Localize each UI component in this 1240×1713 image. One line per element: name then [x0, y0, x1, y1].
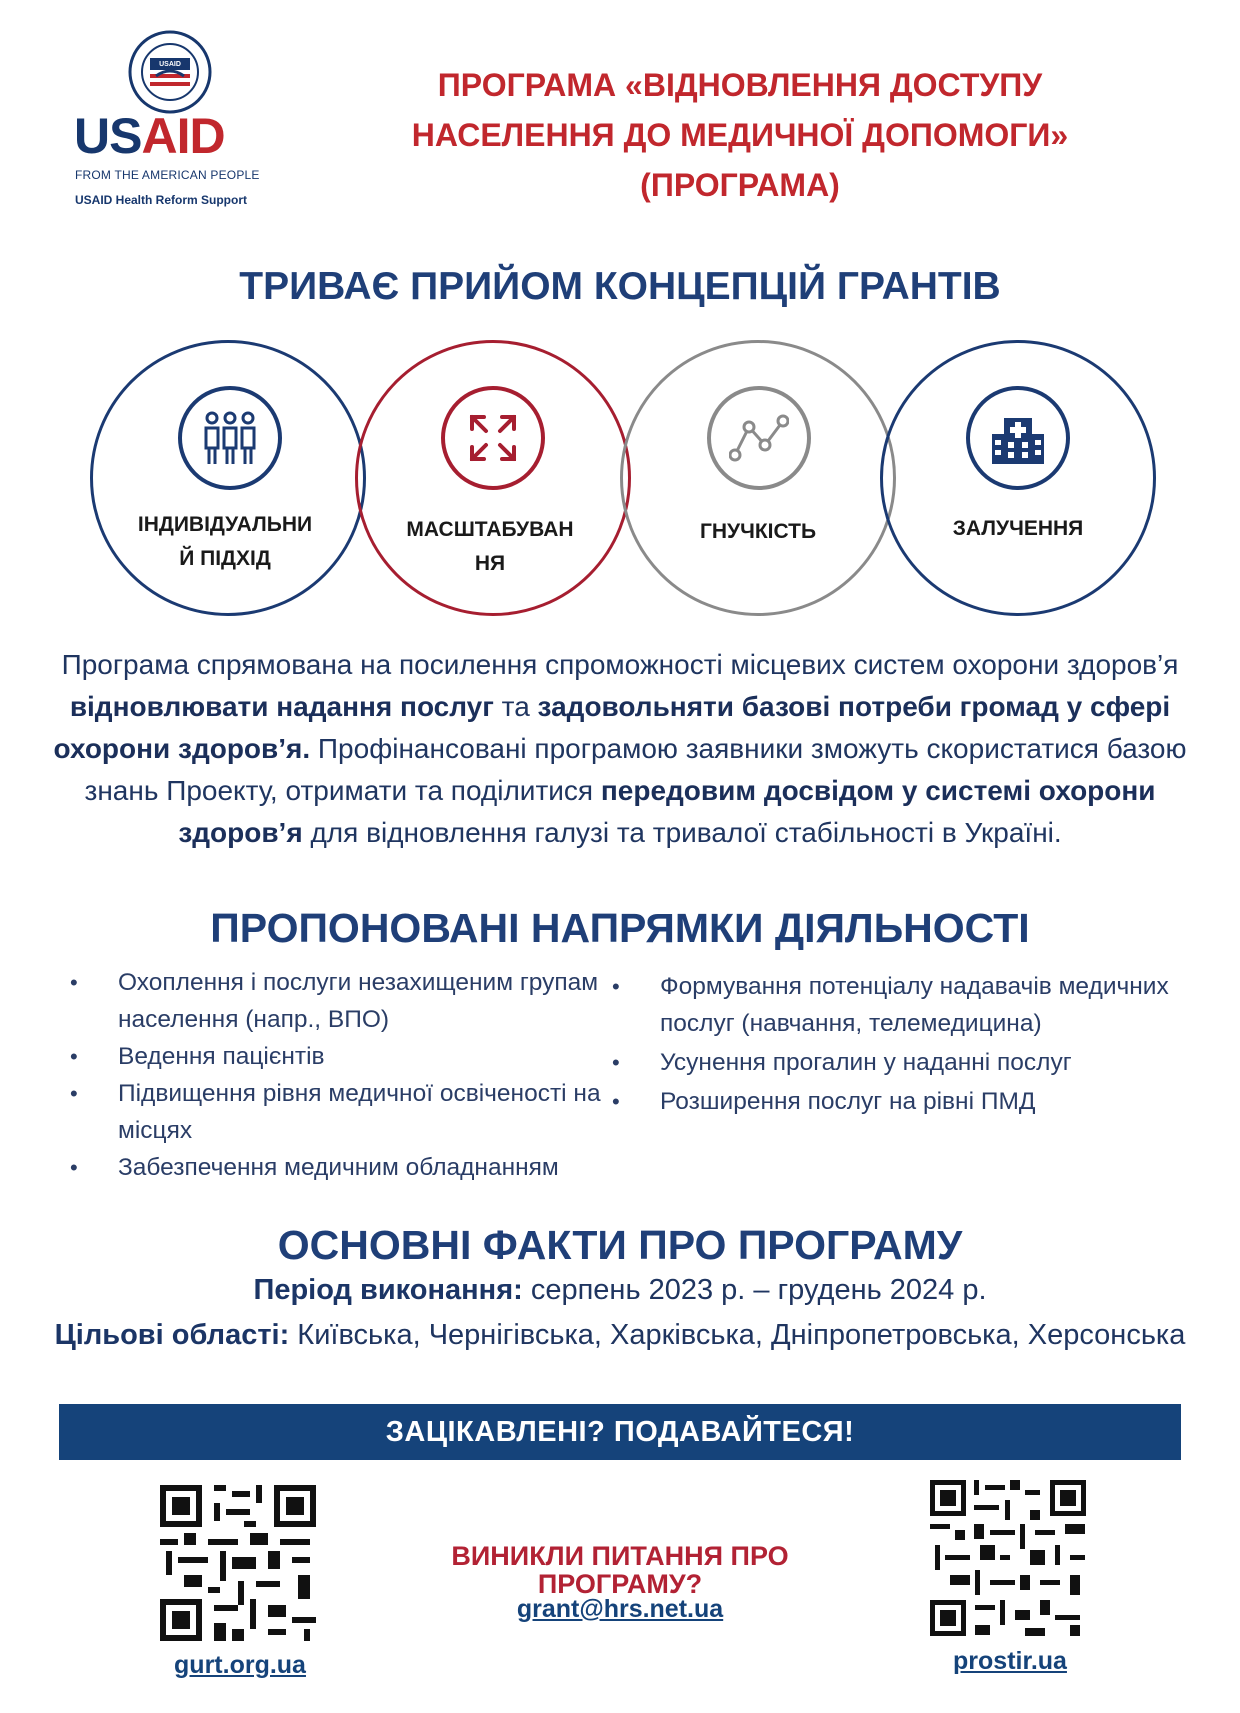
- usaid-wordmark-us: US: [74, 108, 142, 164]
- areas-heading: ПРОПОНОВАНІ НАПРЯМКИ ДІЯЛЬНОСТІ: [210, 905, 1030, 951]
- qr-code-prostir[interactable]: [930, 1480, 1086, 1636]
- pillar-label-line: ІНДИВІДУАЛЬНИ: [137, 513, 313, 536]
- usaid-seal-logo: [128, 30, 212, 114]
- regions-label: Цільові області:: [54, 1319, 290, 1351]
- pillar-label-scaling: [400, 513, 580, 581]
- link-prostir[interactable]: prostir.ua: [953, 1647, 1067, 1675]
- facts-regions: [40, 1313, 1200, 1358]
- list-item: • Розширення послуг на рівні ПМД: [612, 1083, 1192, 1120]
- project-name: USAID Health Reform Support: [75, 193, 248, 207]
- program-title-line1: ПРОГРАМА «ВІДНОВЛЕННЯ ДОСТУПУ: [437, 67, 1043, 103]
- intro-text: Профінансовані програмою заявники зможуть скористатися базою знань Проекту, отримати та поділитися: [84, 733, 1187, 806]
- pillar-label-line: ЗАЛУЧЕННЯ: [952, 517, 1084, 540]
- usaid-wordmark: [74, 110, 225, 162]
- qr-code-graphic: [160, 1485, 316, 1641]
- apply-banner: ЗАЦІКАВЛЕНІ? ПОДАВАЙТЕСЯ!: [59, 1404, 1181, 1460]
- contact-email-link[interactable]: grant@hrs.net.ua: [516, 1595, 724, 1623]
- period-label: Період виконання:: [253, 1274, 523, 1306]
- list-item: • Ведення пацієнтів: [70, 1038, 630, 1075]
- list-item: • Охоплення і послуги незахищеним групам населення (напр., ВПО): [70, 964, 630, 1038]
- people-icon: [178, 386, 282, 490]
- pillar-label-line: ГНУЧКІСТЬ: [699, 520, 817, 543]
- facts-block: [40, 1268, 1200, 1358]
- intro-text: для відновлення галузі та тривалої стабільності в Україні.: [302, 817, 1062, 848]
- qr-code-gurt[interactable]: [160, 1485, 316, 1641]
- regions-value: Київська, Чернігівська, Харківська, Дніпропетровська, Херсонська: [289, 1319, 1186, 1351]
- areas-list-left: [70, 964, 630, 1186]
- intro-bold: відновлювати надання послуг: [69, 691, 494, 722]
- line-graph-icon: [707, 386, 811, 490]
- list-item: • Формування потенціалу надавачів медичних послуг (навчання, телемедицина): [612, 968, 1192, 1042]
- program-title-line3: (ПРОГРАМА): [640, 167, 840, 203]
- pillar-label-line: Й ПІДХІД: [179, 547, 271, 570]
- intro-text: та: [493, 691, 538, 722]
- pillar-label-line: НЯ: [474, 552, 506, 575]
- list-item: • Усунення прогалин у наданні послуг: [612, 1044, 1192, 1081]
- list-item: • Підвищення рівня медичної освіченості на місцях: [70, 1075, 630, 1149]
- pillar-label-line: МАСШТАБУВАН: [406, 518, 574, 541]
- link-gurt[interactable]: gurt.org.ua: [174, 1651, 306, 1679]
- facts-heading: ОСНОВНІ ФАКТИ ПРО ПРОГРАМУ: [277, 1222, 963, 1268]
- grants-heading: ТРИВАЄ ПРИЙОМ КОНЦЕПЦІЙ ГРАНТІВ: [239, 265, 1001, 308]
- areas-list-right: [612, 968, 1192, 1122]
- facts-period: [40, 1268, 1200, 1313]
- intro-bold: задовольняти базові потреби громад у сфері охорони здоров’я.: [53, 691, 1171, 764]
- intro-text: Програма спрямована на посилення спроможності місцевих систем охорони здоров’я: [61, 649, 1179, 680]
- program-title-line2: НАСЕЛЕННЯ ДО МЕДИЧНОЇ ДОПОМОГИ»: [411, 117, 1069, 153]
- qr-code-graphic: [930, 1480, 1086, 1636]
- pillar-label-individual: [135, 508, 315, 576]
- usaid-tagline: FROM THE AMERICAN PEOPLE: [75, 168, 260, 182]
- intro-bold: передовим досвідом у системі охорони здоров’я: [178, 775, 1156, 848]
- hospital-icon: [966, 386, 1070, 490]
- svg-text:USAID: USAID: [159, 61, 181, 68]
- list-item: • Забезпечення медичним обладнанням: [70, 1149, 630, 1186]
- contact-question: ВИНИКЛИ ПИТАННЯ ПРО ПРОГРАМУ?: [451, 1541, 789, 1599]
- expand-arrows-icon: [441, 386, 545, 490]
- pillar-label-flexibility: [668, 515, 848, 549]
- usaid-wordmark-aid: AID: [141, 108, 225, 164]
- intro-paragraph: [40, 644, 1200, 854]
- pillar-label-engagement: [928, 512, 1108, 546]
- program-title: [340, 60, 1140, 210]
- period-value: серпень 2023 р. – грудень 2024 р.: [522, 1274, 987, 1306]
